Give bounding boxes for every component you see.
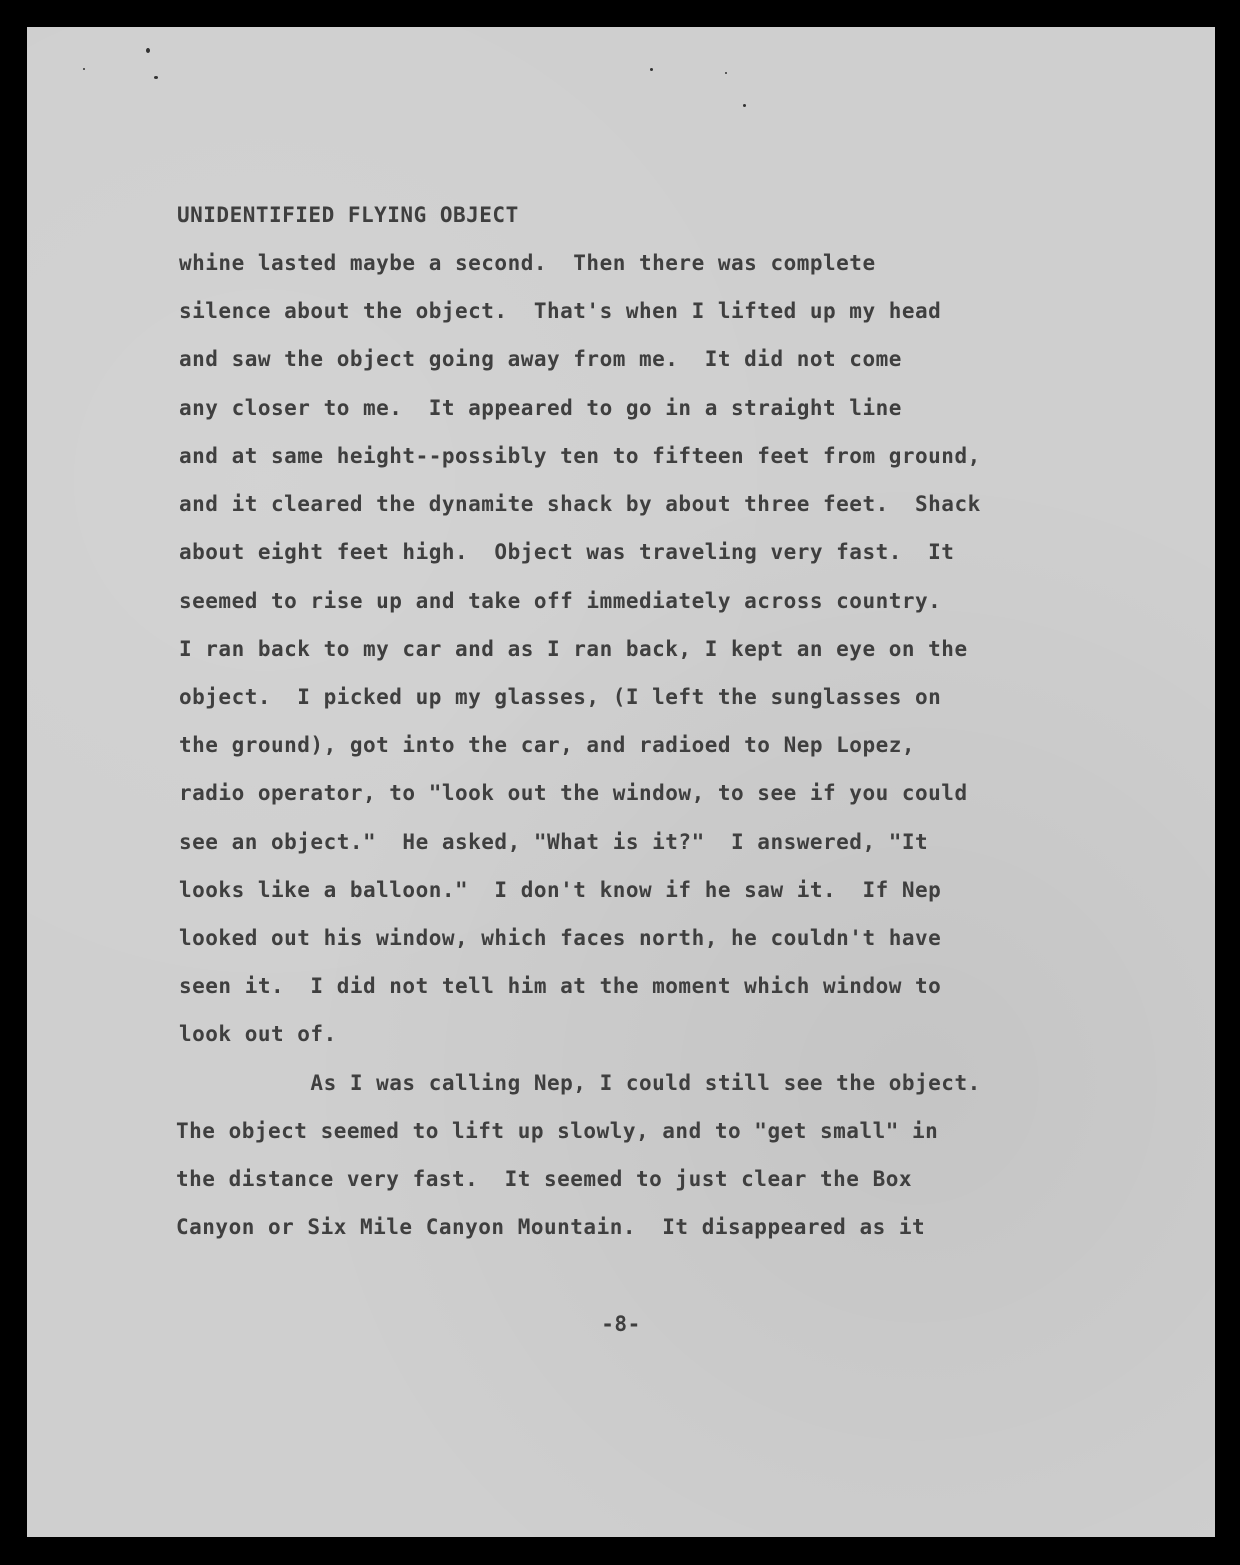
text-line: about eight feet high. Object was traveling very fast. It	[179, 540, 955, 564]
text-line: and saw the object going away from me. It did not come	[179, 347, 902, 371]
text-line: looks like a balloon." I don't know if he saw it. If Nep	[179, 878, 942, 902]
text-line: looked out his window, which faces north, he couldn't have	[179, 926, 942, 950]
text-line: look out of.	[179, 1022, 337, 1046]
text-line: and at same height--possibly ten to fifteen feet from ground,	[179, 444, 981, 468]
text-line: see an object." He asked, "What is it?" I answered, "It	[179, 830, 929, 854]
text-line: I ran back to my car and as I ran back, I kept an eye on the	[179, 637, 968, 661]
text-line: radio operator, to "look out the window, to see if you could	[179, 781, 968, 805]
text-line: Canyon or Six Mile Canyon Mountain. It disappeared as it	[176, 1215, 926, 1239]
text-line: The object seemed to lift up slowly, and to "get small" in	[176, 1119, 939, 1143]
text-line: seemed to rise up and take off immediately across country.	[179, 589, 942, 613]
text-line: the distance very fast. It seemed to just clear the Box	[176, 1167, 913, 1191]
document-page	[27, 27, 1215, 1537]
page-number: -8-	[601, 1312, 641, 1336]
text-line: seen it. I did not tell him at the moment which window to	[179, 974, 942, 998]
text-line: whine lasted maybe a second. Then there was complete	[179, 251, 876, 275]
document-header: UNIDENTIFIED FLYING OBJECT	[177, 203, 519, 227]
typed-text-block	[27, 27, 1215, 1537]
text-line: silence about the object. That's when I lifted up my head	[179, 299, 942, 323]
text-line: any closer to me. It appeared to go in a straight line	[179, 396, 902, 420]
text-line: and it cleared the dynamite shack by about three feet. Shack	[179, 492, 981, 516]
text-line: the ground), got into the car, and radioed to Nep Lopez,	[179, 733, 916, 757]
text-line: object. I picked up my glasses, (I left the sunglasses on	[179, 685, 942, 709]
text-line: As I was calling Nep, I could still see the object.	[179, 1071, 981, 1095]
